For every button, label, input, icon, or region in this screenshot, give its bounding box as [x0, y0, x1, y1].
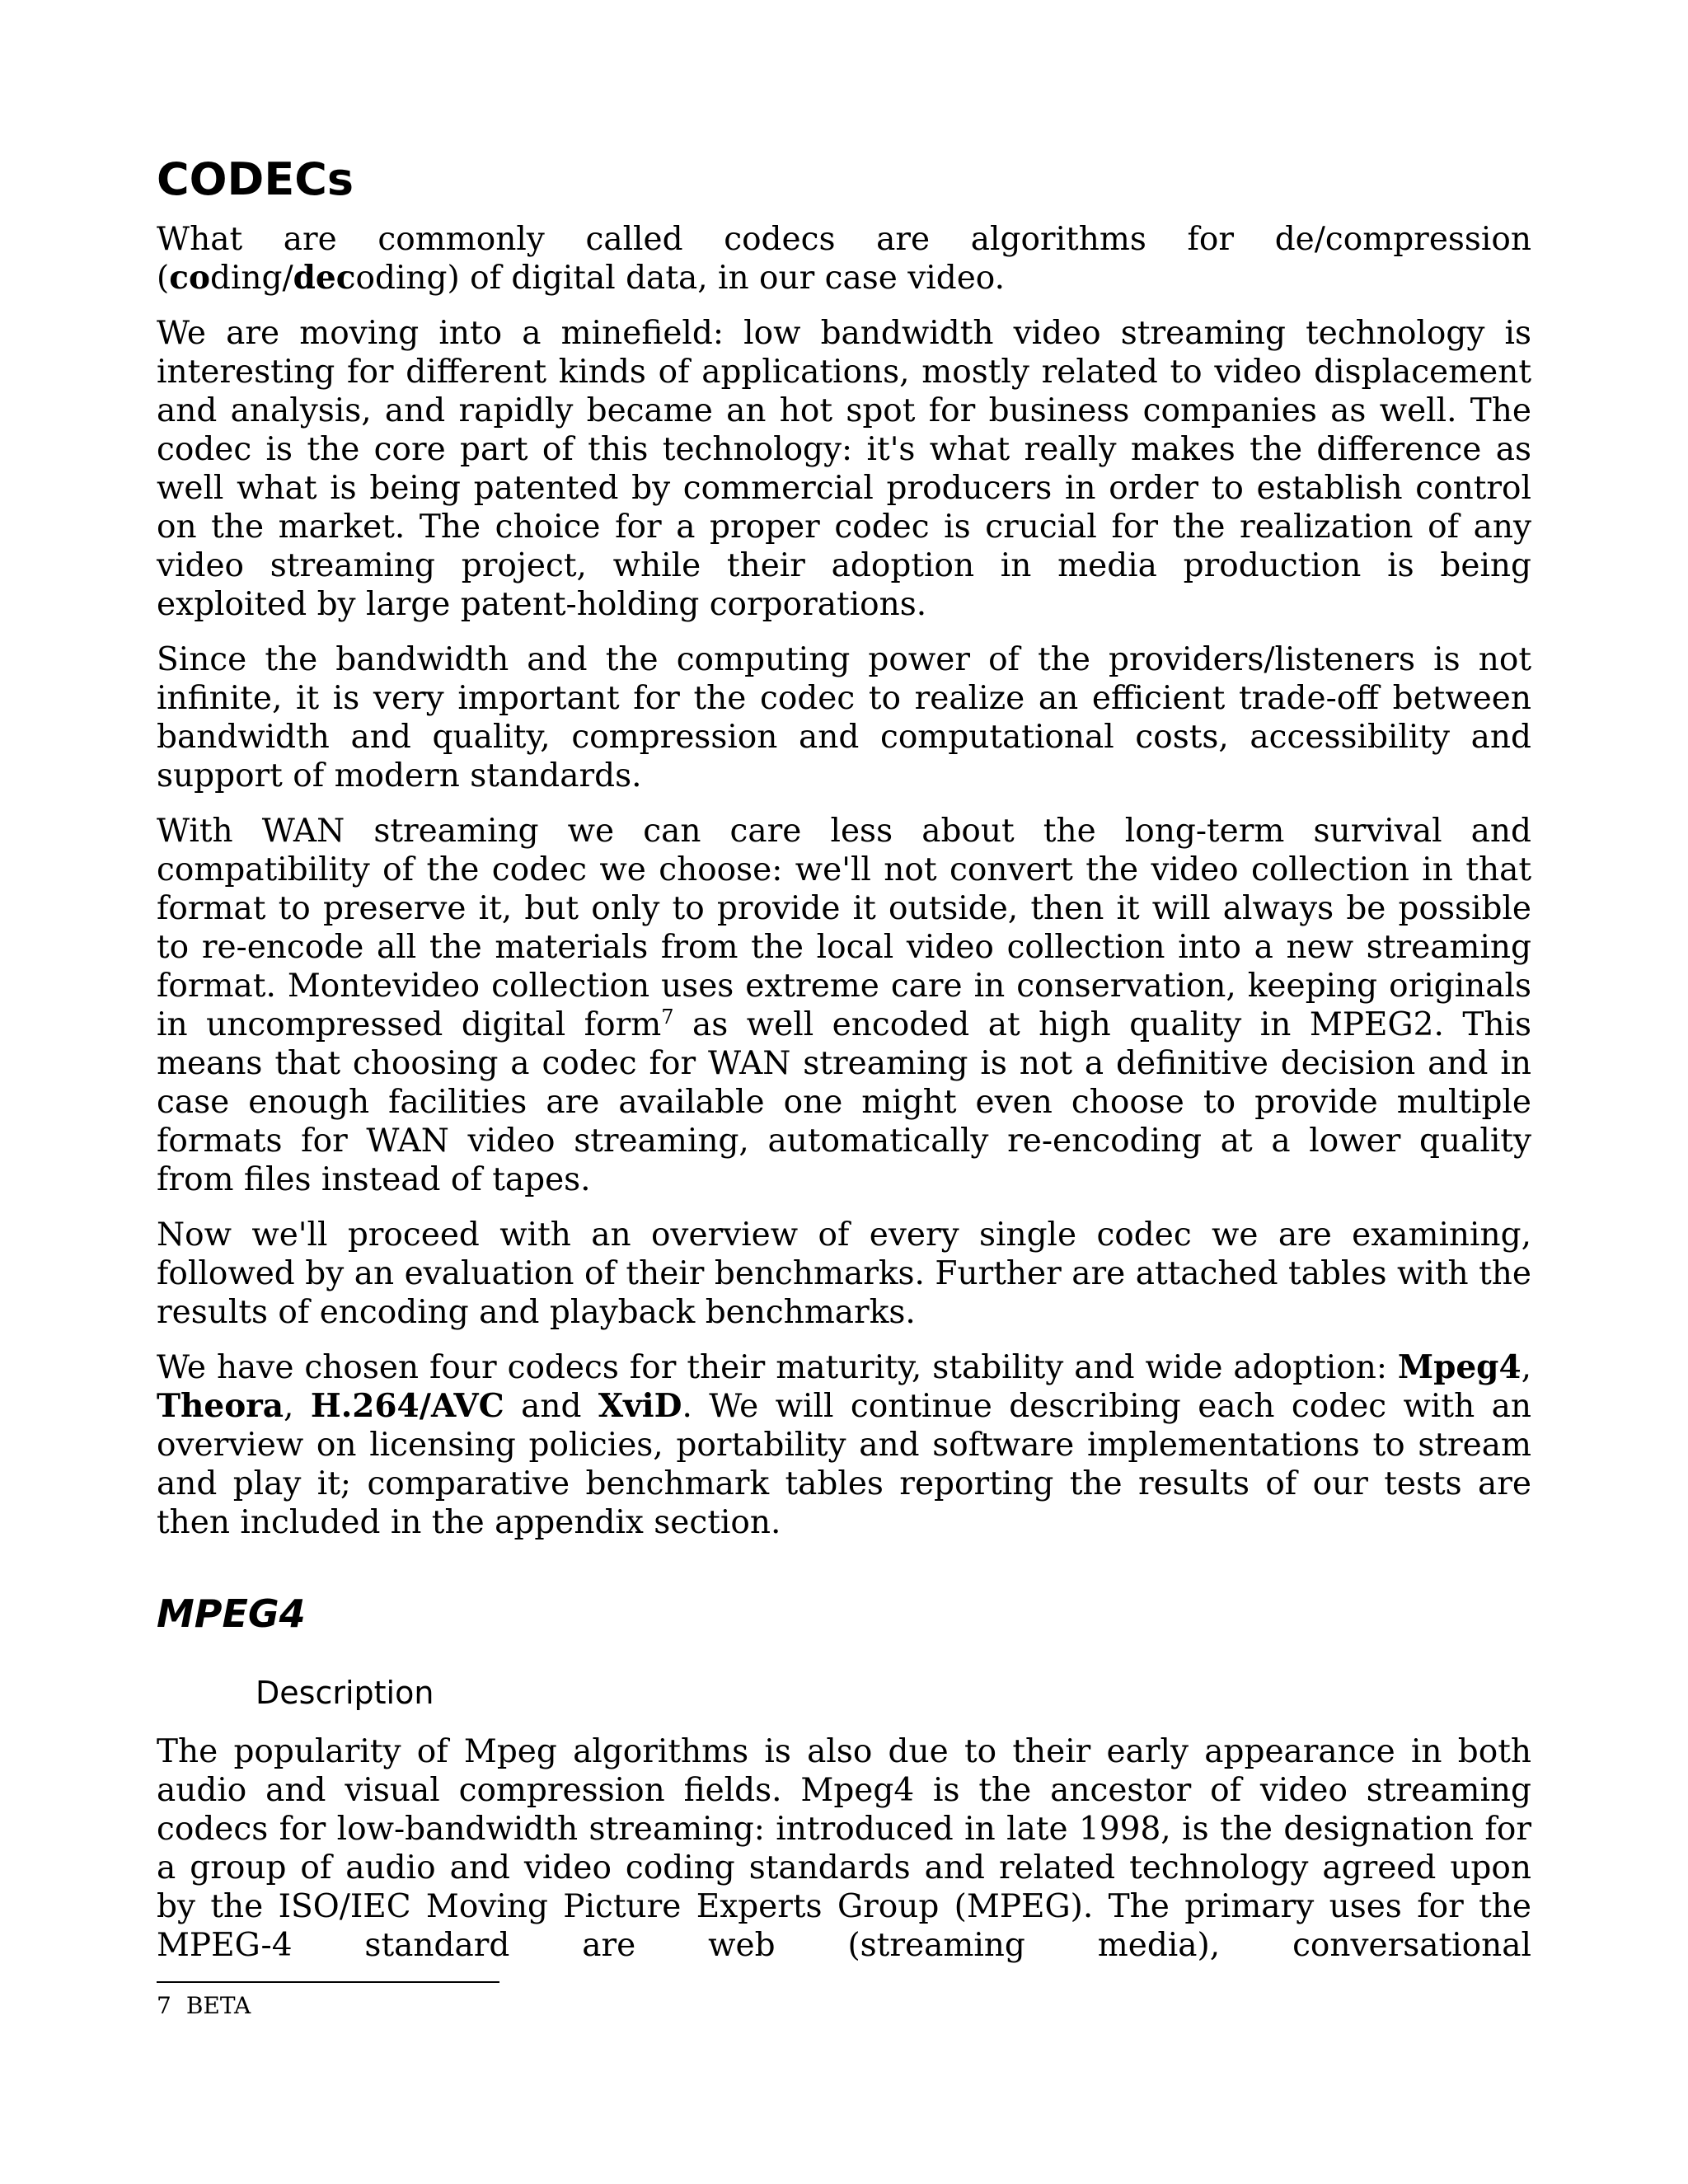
document-page: [157, 0, 1531, 2021]
paragraph-text: With WAN streaming we can care less about the long-term survival and compatibility of the codec we choose: we'll not convert the video collection in that format to preserve it, but only to provide it outside, then it will always be possible to re-encode all the materials from the local video collection into a new streaming format. Montevideo collection uses extreme care in conservation, keeping originals in uncompressed digital form: [157, 813, 1531, 1044]
footnote: [157, 1991, 1531, 2021]
separator: ,: [1521, 1349, 1531, 1387]
intro-paragraph: [157, 220, 1531, 298]
footnote-separator: [157, 1981, 499, 1983]
intro-bold-co: co: [169, 259, 210, 298]
codec-name-xvid: XviD: [598, 1387, 682, 1426]
footnote-text: BETA: [185, 1991, 251, 2019]
footnote-ref[interactable]: 7: [661, 1005, 674, 1029]
paragraph-wan-streaming: [157, 812, 1531, 1199]
subsubsection-title: Description: [256, 1674, 434, 1711]
intro-bold-dec: dec: [293, 259, 356, 298]
paragraph-mpeg4-description: The popularity of Mpeg algorithms is also due to their early appearance in both audio and visual compression fields. Mpeg4 is the ancestor of video streaming codecs for low-bandwidth streaming: introduced in late 1998, is the designation for a group of audio and video coding standards and related technology agreed upon by the ISO/IEC Moving Picture Experts Group (MPEG). The primary uses for the MPEG-4 standard are web (streaming media), conversational: [157, 1732, 1531, 1964]
paragraph-minefield: We are moving into a minefield: low bandwidth video streaming technology is interesting for different kinds of applications, mostly related to video displacement and analysis, and rapidly became an hot spot for business companies as well. The codec is the core part of this technology: it's what really makes the difference as well what is being patented by commercial producers in order to establish control on the market. The choice for a proper codec is crucial for the realization of any video streaming project, while their adoption in media production is being exploited by large patent-holding corporations.: [157, 315, 1531, 624]
codec-name-mpeg4: Mpeg4: [1397, 1348, 1522, 1387]
codec-name-h264: H.264/AVC: [310, 1387, 504, 1426]
intro-text: What are commonly called codecs are algorithms for de/compression (: [157, 221, 1531, 298]
paragraph-text: . We will continue describing each codec with an overview on licensing policies, portability and software implementations to stream and play it; comparative benchmark tables reporting the results of our tests are then included in the appendix section.: [157, 1388, 1531, 1542]
separator: and: [504, 1388, 598, 1426]
subsection-title: MPEG4: [157, 1591, 306, 1637]
paragraph-codecs-chosen: [157, 1348, 1531, 1542]
intro-text: ding/: [209, 260, 293, 298]
section-title: CODECs: [157, 153, 354, 205]
paragraph-text: We have chosen four codecs for their maturity, stability and wide adoption:: [157, 1349, 1398, 1387]
paragraph-bandwidth: Since the bandwidth and the computing power of the providers/listeners is not infinite, it is very important for the codec to realize an efficient trade-off between bandwidth and quality, compression and computational costs, accessibility and support of modern standards.: [157, 641, 1531, 795]
intro-text: oding) of digital data, in our case video.: [355, 260, 1005, 298]
codec-name-theora: Theora: [157, 1387, 284, 1426]
paragraph-overview: Now we'll proceed with an overview of every single codec we are examining, followed by an evaluation of their benchmarks. Further are attached tables with the results of encoding and playback benchmarks.: [157, 1216, 1531, 1332]
separator: ,: [284, 1388, 311, 1426]
footnote-number: 7: [157, 1991, 171, 2019]
paragraph-text: as well encoded at high quality in MPEG2. This means that choosing a codec for WAN streaming is not a definitive decision and in case enough facilities are available one might even choose to provide multiple formats for WAN video streaming, automatically re-encoding at a lower quality from files instead of tapes.: [157, 1006, 1532, 1199]
